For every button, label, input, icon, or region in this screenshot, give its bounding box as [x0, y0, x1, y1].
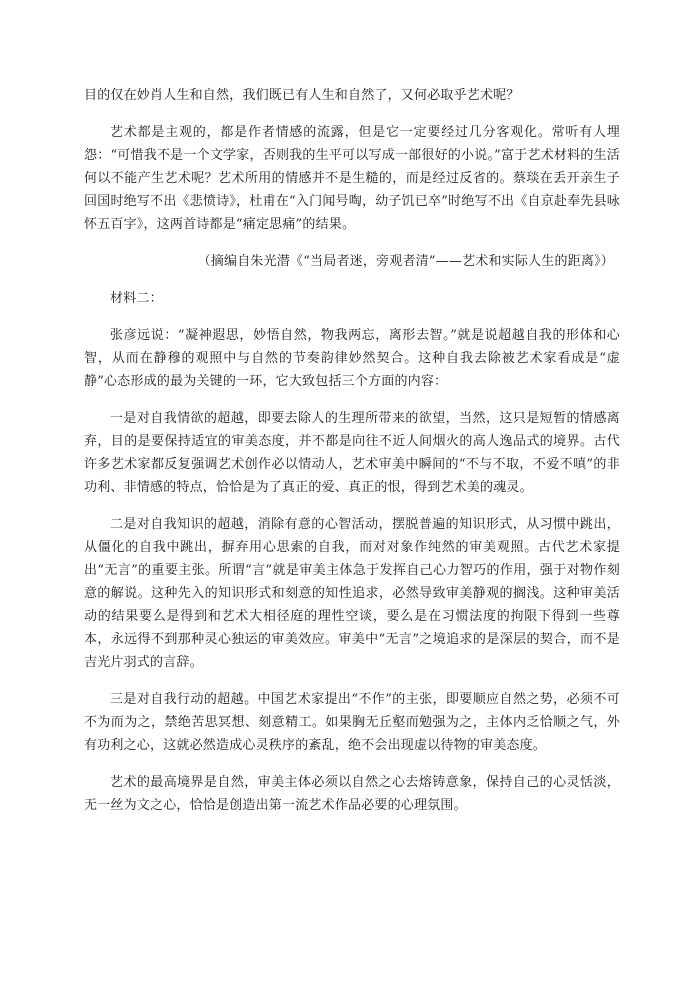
paragraph-point-one: 一是对自我情欲的超越，即要去除人的生理所带来的欲望，当然，这只是短暂的情感离弃，目的是要保持适宜的审美态度，并不都是向往不近人间烟火的高人逸品式的境界。古代许多艺术家都反复强调艺术创作必以情动人，艺术审美中瞬间的“不与不取，不爱不嗔”的非功利、非情感的特点，恰恰是为了真正的爱、真正的恨，得到艺术美的魂灵。: [84, 411, 620, 495]
paragraph-point-two: 二是对自我知识的超越，消除有意的心智活动，摆脱普遍的知识形式，从习惯中跳出，从僵化的自我中跳出，摒弃用心思索的自我，而对对象作纯然的审美观照。古代艺术家提出“无言”的重要主张。所谓“言”就是审美主体急于发挥自己心力智巧的作用，强于对物作刻意的解说。这种先入的知识形式和刻意的知性追求，必然导致审美静观的搁浅。这种审美活动的结果要么是得到和艺术大相径庭的理性空谈，要么是在习惯法度的拘限下得到一些尊本，永远得不到那种灵心独运的审美效应。审美中“无言”之境追求的是深层的契合，而不是吉光片羽式的言辞。: [84, 517, 620, 670]
paragraph-conclusion: 艺术的最高境界是自然，审美主体必须以自然之心去熔铸意象，保持自己的心灵恬淡，无一丝为文之心，恰恰是创造出第一流艺术作品必要的心理氛围。: [84, 775, 620, 813]
document-body: [84, 84, 620, 831]
source-citation: （摘编自朱光潜《“当局者迷，旁观者清”——艺术和实际人生的距离》）: [197, 254, 614, 269]
paragraph-zhang-yanyuan: 张彦远说：“凝神遐思，妙悟自然，物我两忘，离形去智。”就是说超越自我的形体和心智，从而在静穆的观照中与自然的节奏韵律妙然契合。这种自我去除被艺术家看成是“虚静”心态形成的最为关键的一环，它大致包括三个方面的内容：: [84, 328, 620, 389]
paragraph-continuation: 目的仅在妙肖人生和自然，我们既已有人生和自然了，又何必取乎艺术呢？: [84, 88, 520, 103]
material-two-label: 材料二：: [110, 291, 163, 306]
paragraph-point-three: 三是对自我行动的超越。中国艺术家提出“不作”的主张，即要顺应自然之势，必须不可不为而为之，禁绝苦思冥想、刻意精工。如果胸无丘壑而勉强为之，主体内乏恰顺之气，外有功利之心，这就必然造成心灵秩序的紊乱，绝不会出现虚以待物的审美态度。: [84, 692, 620, 753]
paragraph-subjective-art: 艺术都是主观的，都是作者情感的流露，但是它一定要经过几分客观化。常听有人埋怨：“可惜我不是一个文学家，否则我的生平可以写成一部很好的小说。”富于艺术材料的生活何以不能产生艺术呢？艺术所用的情感并不是生糙的，而是经过反省的。蔡琰在丢开亲生子回国时绝写不出《悲愤诗》，杜甫在“入门闻号啕，幼子饥已卒”时绝写不出《自京赴奉先县咏怀五百字》，这两首诗都是“痛定思痛”的结果。: [84, 125, 620, 232]
